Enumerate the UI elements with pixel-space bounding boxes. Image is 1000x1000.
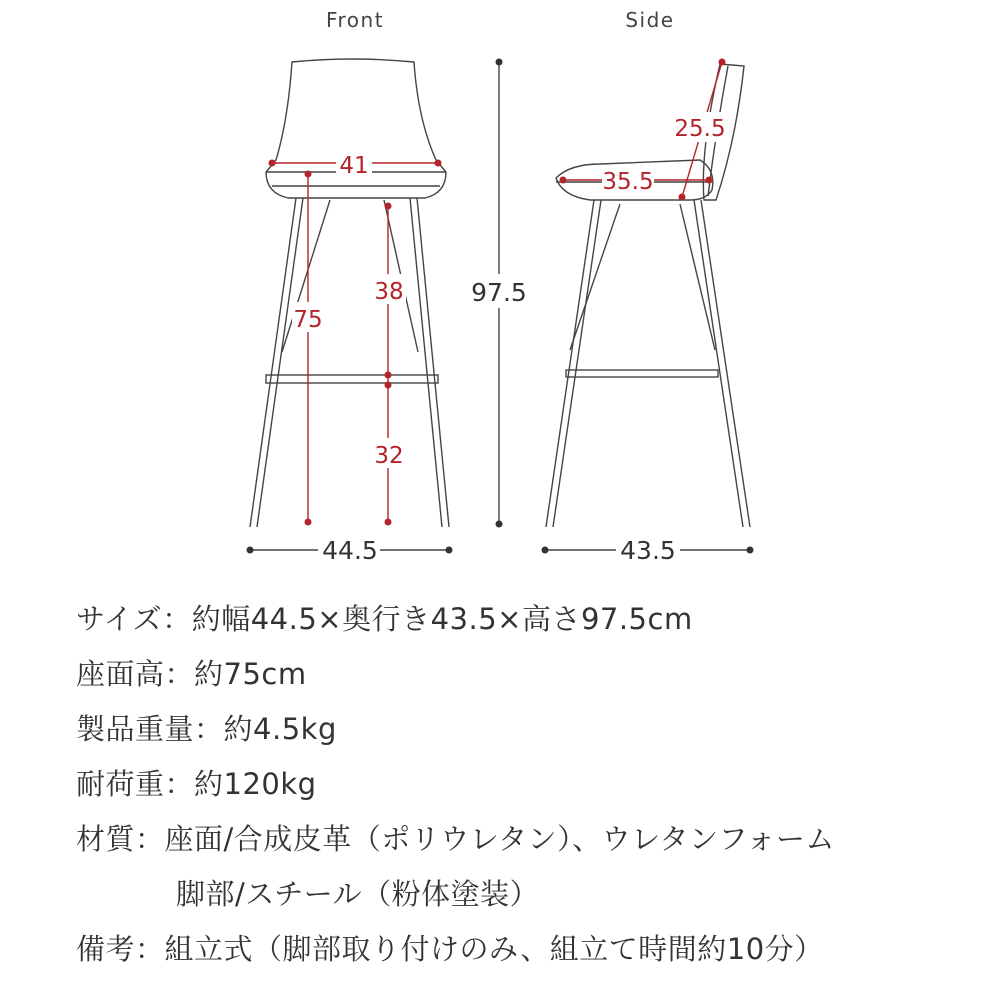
spec-seat-height — [76, 645, 986, 700]
seat-height-dimension — [292, 171, 326, 526]
footrest-dimensions — [372, 203, 406, 526]
footrest-height-value: 32 — [374, 443, 404, 469]
spec-value: 脚部/スチール（粉体塗装） — [176, 877, 540, 911]
spec-load-capacity — [76, 755, 986, 810]
spec-value: 約幅44.5×奥行き43.5×高さ97.5cm — [191, 602, 693, 636]
total-height-value: 97.5 — [471, 278, 527, 307]
spec-separator: ： — [164, 767, 195, 801]
depth-value: 43.5 — [620, 536, 676, 565]
backrest-height-dimension — [674, 59, 725, 201]
spec-notes — [76, 920, 986, 975]
spec-value: 約120kg — [194, 767, 317, 801]
spec-value: 座面/合成皮革（ポリウレタン）、ウレタンフォーム — [164, 822, 836, 856]
depth-dimension — [542, 534, 754, 566]
width-value: 44.5 — [322, 536, 378, 565]
spec-separator: ： — [162, 602, 192, 636]
spec-weight — [76, 700, 986, 755]
front-view-label: Front — [325, 8, 385, 32]
seat-to-footrest-value: 38 — [374, 279, 404, 305]
spec-label: 耐荷重 — [76, 767, 165, 801]
seat-depth-value: 35.5 — [602, 169, 654, 195]
spec-label: 製品重量 — [76, 712, 195, 746]
spec-size — [76, 590, 986, 645]
spec-material — [76, 810, 986, 865]
backrest-height-value: 25.5 — [674, 116, 726, 142]
spec-value: 約4.5kg — [223, 712, 337, 746]
seat-width-value: 41 — [339, 153, 369, 179]
front-chair-drawing — [250, 59, 449, 527]
spec-label: 座面高 — [76, 657, 165, 691]
spec-value: 約75cm — [194, 657, 307, 691]
spec-label: 備考 — [76, 932, 136, 966]
spec-material-continued — [76, 865, 986, 920]
seat-height-value: 75 — [293, 307, 323, 333]
spec-value: 組立式（脚部取り付けのみ、組立て時間約10分） — [164, 932, 824, 966]
spec-separator: ： — [194, 712, 224, 746]
spec-separator: ： — [135, 932, 165, 966]
spec-label: サイズ — [76, 602, 163, 636]
spec-separator: ： — [164, 657, 195, 691]
spec-separator: ： — [135, 822, 165, 856]
width-dimension — [247, 534, 453, 566]
spec-label: 材質 — [76, 822, 136, 856]
spec-list — [76, 590, 986, 975]
seat-width-dimension — [269, 150, 442, 179]
total-height-dimension — [470, 59, 528, 528]
side-view-label: Side — [625, 8, 675, 32]
